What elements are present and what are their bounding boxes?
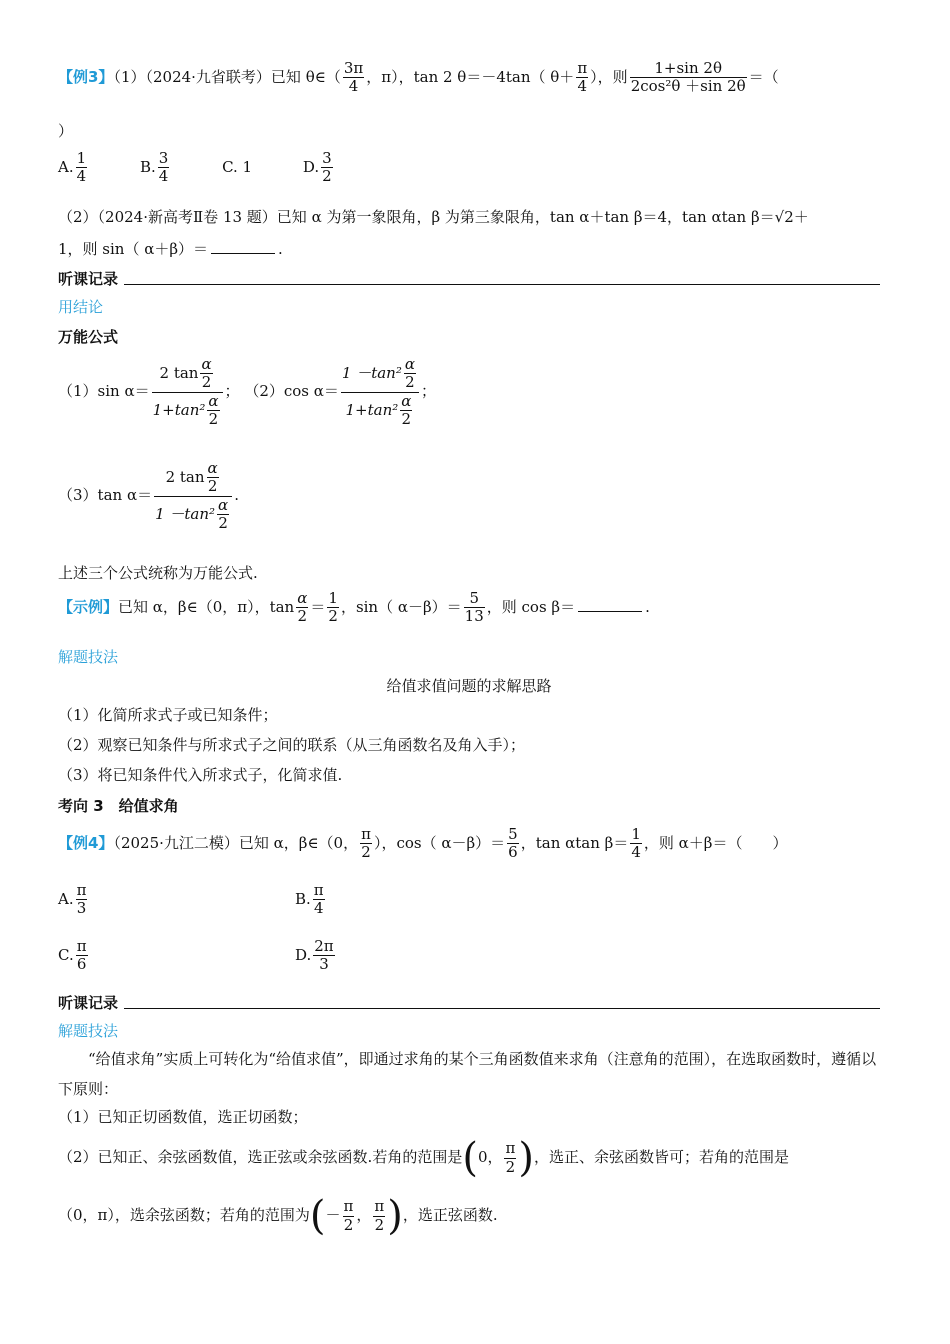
example4-option-a: A. $\frac{\pi}{3}$ [58, 881, 87, 918]
technique-label-1: 解题技法 [58, 648, 119, 666]
technique-step-3: （3）将已知条件代入所求式子，化简求值. [58, 766, 343, 784]
option-b: B. $\frac{3}{4}$ [139, 149, 169, 186]
formula-row-1-2: （1）sin α＝ 2 tan $\frac{\alpha}{2}$ 1+tan² $\frac{\alpha}{2}$ ； （2）cos α＝ 1 －tan² $\frac{\alpha}{2}$ 1+tan² $\frac{\alpha}{2}$ ； [58, 355, 437, 428]
section-use-conclusion: 用结论 [58, 298, 104, 316]
fraction: $\frac{3\pi}{4}$ [343, 59, 364, 96]
notes-line[interactable] [124, 284, 880, 285]
fraction: $\frac{\pi}{4}$ [577, 59, 588, 96]
notes-line-2[interactable] [124, 1008, 880, 1009]
example3-tag: 【例3】 [58, 67, 114, 86]
formula-title: 万能公式 [58, 328, 119, 346]
answer-blank[interactable] [578, 611, 642, 612]
formula-summary: 上述三个公式统称为万能公式. [58, 564, 258, 582]
cos-formula: 1 －tan² $\frac{\alpha}{2}$ 1+tan² $\frac{\alpha}{2}$ [341, 356, 419, 428]
example4-tag: 【例4】 [58, 833, 114, 852]
option-d: D. $\frac{3}{2}$ [302, 149, 332, 186]
example3-close-paren: ） [58, 122, 74, 140]
technique-step-2: （2）观察已知条件与所求式子之间的联系（从三角函数名及角入手）； [58, 736, 526, 754]
example3-options [58, 150, 335, 186]
formula-row-3: （3）tan α＝ 2 tan $\frac{\alpha}{2}$ 1 －tan² $\frac{\alpha}{2}$ . [58, 459, 239, 532]
demo-example: 【示例】已知 α，β∈（0，π），tan $\frac{\alpha}{2}$ ＝ $\frac{1}{2}$ ，sin（ α－β）＝ $\frac{5}{13}$ ，则 cos β＝ . [58, 589, 650, 626]
example3-line1: 【例3】（1）（2024·九省联考）已知 θ∈（ $\frac{3\pi}{4}$ ，π），tan 2 θ＝－4tan（ θ＋ $\frac{\pi}{4}$ ），则 $\frac{1+\sin 2\theta}{\text{2cos²θ ＋sin 2θ}}$ ＝（ [58, 59, 779, 96]
tan-formula: 2 tan $\frac{\alpha}{2}$ 1 －tan² $\frac{\alpha}{2}$ [154, 460, 232, 532]
demo-tag: 【示例】 [58, 597, 119, 616]
technique2-rule-1: （1）已知正切函数值，选正切函数； [58, 1108, 308, 1126]
option-a: A. $\frac{1}{4}$ [58, 149, 87, 186]
notes-label-2: 听课记录 [58, 994, 119, 1012]
notes-label: 听课记录 [58, 270, 119, 288]
technique2-paragraph: “给值求角”实质上可转化为“给值求值”，即通过求角的某个三角函数值来求角（注意角的范围），在选取函数时，遵循以下原则： [58, 1050, 877, 1098]
technique2-rule-2: （2）已知正、余弦函数值，选正弦或余弦函数.若角的范围是(0， $\frac{\pi}{2}$ )，选正、余弦函数皆可；若角的范围是 [58, 1135, 789, 1181]
example3-part2-line1: （2）（2024·新高考Ⅱ卷 13 题）已知 α 为第一象限角，β 为第三象限角，tan α＋tan β＝4，tan αtan β＝√2＋ [58, 208, 809, 226]
example4-option-b: B. $\frac{\pi}{4}$ [295, 881, 324, 918]
technique2-rule-3: （0，π），选余弦函数；若角的范围为(－ $\frac{\pi}{2}$ ， $\frac{\pi}{2}$ )，选正弦函数. [58, 1193, 498, 1239]
example4-line: 【例4】（2025·九江二模）已知 α，β∈（0， $\frac{\pi}{2}$ ），cos（ α－β）＝ $\frac{5}{6}$ ，tan αtan β＝ $\frac{1}{4}$ ，则 α＋β＝（ ） [58, 825, 788, 862]
technique-step-1: （1）化简所求式子或已知条件； [58, 706, 278, 724]
direction-3-heading: 考向 3 给值求角 [58, 797, 179, 815]
expression-fraction: $\frac{1+\sin 2\theta}{\text{2cos²θ ＋sin 2θ}}$ [630, 59, 746, 96]
example4-option-d: D. $\frac{2\pi}{3}$ [295, 937, 334, 974]
example4-option-c: C. $\frac{\pi}{6}$ [58, 937, 87, 974]
sin-formula: 2 tan $\frac{\alpha}{2}$ 1+tan² $\frac{\alpha}{2}$ [152, 356, 223, 428]
technique-title: 给值求值问题的求解思路 [386, 677, 552, 695]
technique-label-2: 解题技法 [58, 1022, 119, 1040]
answer-blank[interactable] [211, 253, 275, 254]
option-c: C. 1 [222, 157, 253, 176]
example3-part2-line2: 1，则 sin（ α＋β）＝ . [58, 240, 283, 258]
